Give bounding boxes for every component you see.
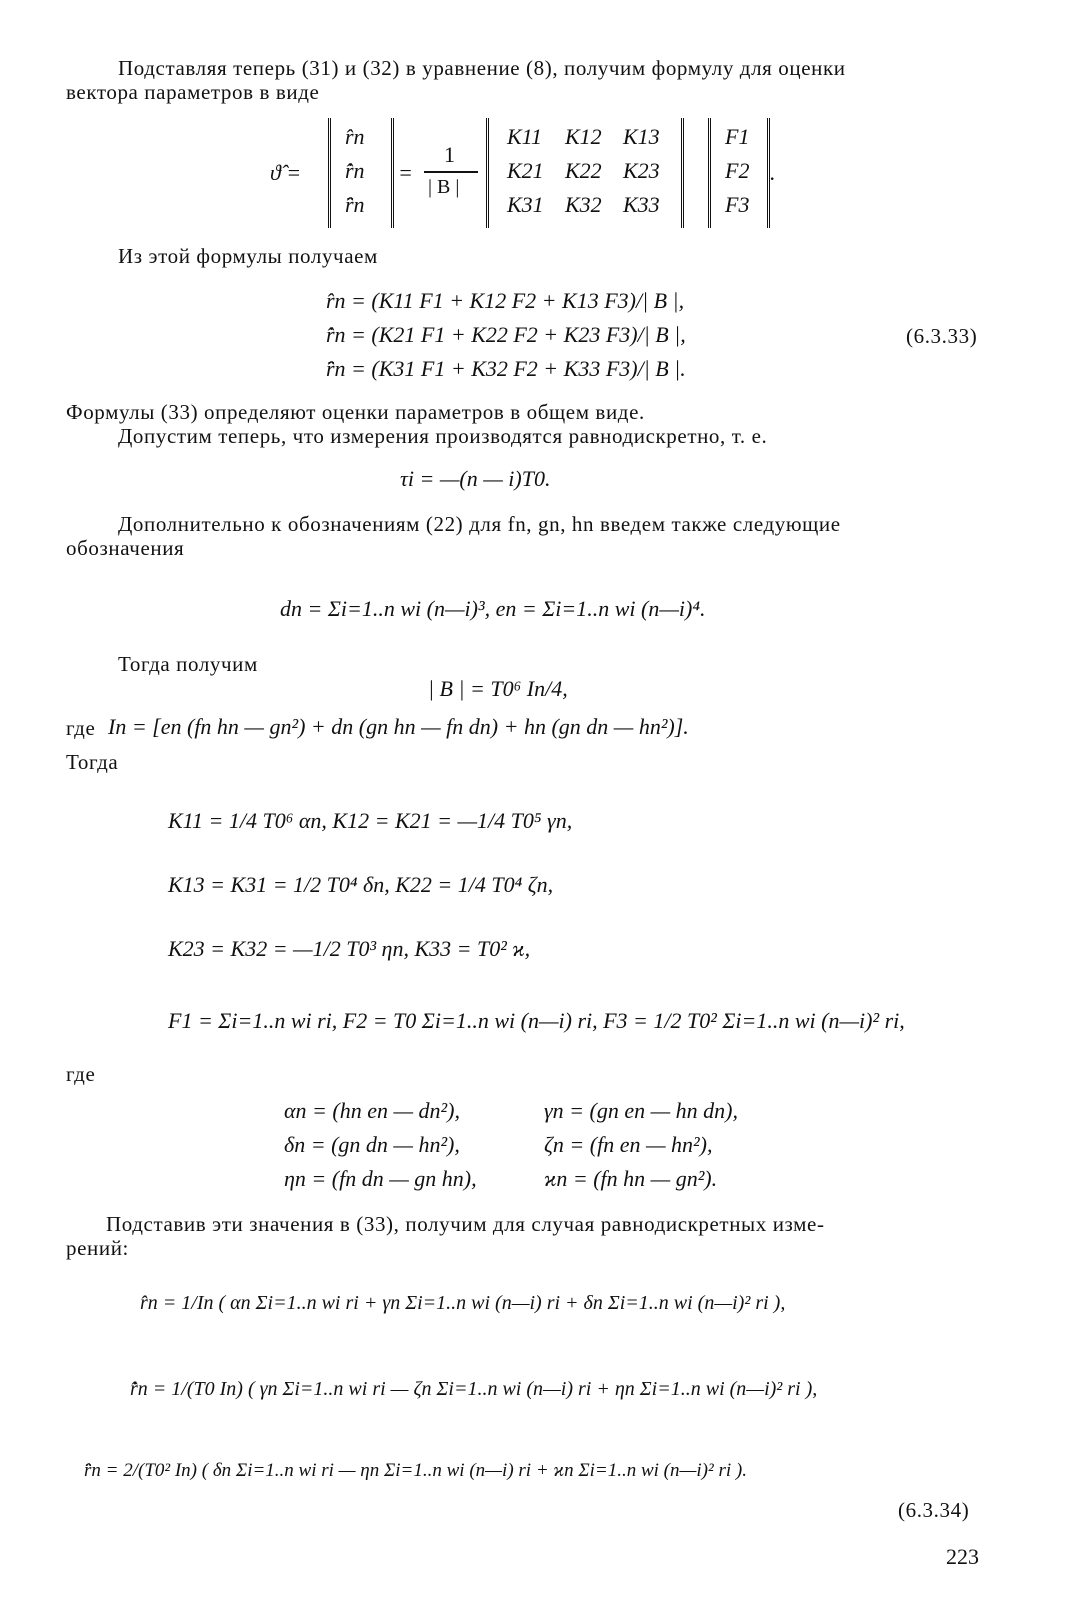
fraction-denominator: | B | bbox=[428, 176, 460, 198]
det-b-equation: | B | = T0⁶ In/4, bbox=[428, 676, 568, 701]
equals-sign: = bbox=[398, 160, 413, 185]
f-cell: F2 bbox=[725, 158, 750, 183]
k-cell: K32 bbox=[565, 192, 602, 217]
k-cell: K31 bbox=[507, 192, 544, 217]
f-cell: F3 bbox=[725, 192, 750, 217]
vec-cell: r̂̇n bbox=[345, 158, 365, 183]
eq34-line: r̂̈n = 2/(T0² In) ( δn Σi=1..n wi ri — ηn Σi=1..n wi (n—i) ri + ϰn Σi=1..n wi (n—i)² ri ). bbox=[84, 1460, 747, 1481]
vec-cell: r̂n bbox=[345, 124, 365, 149]
eq33-line: r̂̇n = (K21 F1 + K22 F2 + K23 F3)/| B |, bbox=[326, 322, 686, 347]
eq33-number: (6.3.33) bbox=[906, 324, 978, 348]
dn-en-equation: dn = Σi=1..n wi (n—i)³, en = Σi=1..n wi (n—i)⁴. bbox=[280, 596, 706, 621]
k-matrix bbox=[486, 118, 684, 228]
where-in-label: где bbox=[66, 716, 96, 740]
eq34-line: r̂̇n = 1/(T0 In) ( γn Σi=1..n wi ri — ζn Σi=1..n wi (n—i) ri + ηn Σi=1..n wi (n—i)² ri ), bbox=[130, 1378, 818, 1400]
additional-line-2: обозначения bbox=[66, 536, 185, 560]
then-text-1: Тогда получим bbox=[118, 652, 258, 676]
fraction-numerator: 1 bbox=[444, 142, 455, 167]
intro-line-2: вектора параметров в виде bbox=[66, 80, 320, 104]
in-definition: In = [en (fn hn — gn²) + dn (gn hn — fn dn) + hn (gn dn — hn²)]. bbox=[108, 714, 689, 739]
k-cell: K33 bbox=[623, 192, 660, 217]
matrix-eq-end: . bbox=[770, 160, 776, 185]
from-formula-text: Из этой формулы получаем bbox=[118, 244, 378, 268]
greek-def: αn = (hn en — dn²), bbox=[284, 1098, 460, 1123]
tau-equation: τi = —(n — i)T0. bbox=[400, 466, 551, 491]
assume-text: Допустим теперь, что измерения производятся равнодискретно, т. е. bbox=[118, 424, 768, 448]
greek-def: ζn = (fn en — hn²), bbox=[544, 1132, 713, 1157]
eq33-line: r̂̈n = (K31 F1 + K32 F2 + K33 F3)/| B |. bbox=[326, 356, 686, 381]
additional-text: введем также следующие bbox=[594, 512, 841, 536]
vec-cell: r̂̈n bbox=[345, 192, 365, 217]
k-cell: K13 bbox=[623, 124, 660, 149]
f-vector bbox=[708, 118, 770, 228]
eq33-line: r̂n = (K11 F1 + K12 F2 + K13 F3)/| B |, bbox=[326, 288, 685, 313]
substituting-line-2: рений: bbox=[66, 1236, 129, 1260]
eq34-line: r̂n = 1/In ( αn Σi=1..n wi ri + γn Σi=1..n wi (n—i) ri + δn Σi=1..n wi (n—i)² ri ), bbox=[140, 1292, 786, 1314]
then-text-2: Тогда bbox=[66, 750, 119, 774]
intro-line-1: Подставляя теперь (31) и (32) в уравнение (8), получим формулу для оценки bbox=[118, 56, 846, 80]
page-number: 223 bbox=[946, 1544, 979, 1569]
k-cell: K23 bbox=[623, 158, 660, 183]
additional-text: n, h bbox=[549, 512, 584, 536]
formulas33-text: Формулы (33) определяют оценки параметров в общем виде. bbox=[66, 400, 645, 424]
eq34-number: (6.3.34) bbox=[898, 1498, 970, 1522]
f-definition-line: F1 = Σi=1..n wi ri, F2 = T0 Σi=1..n wi (n—i) ri, F3 = 1/2 T0² Σi=1..n wi (n—i)² ri, bbox=[168, 1008, 905, 1033]
f-cell: F1 bbox=[725, 124, 750, 149]
k-cell: K21 bbox=[507, 158, 544, 183]
k-cell: K12 bbox=[565, 124, 602, 149]
greek-def: ϰn = (fn hn — gn²). bbox=[544, 1166, 718, 1191]
theta-hat: ϑ̂ = bbox=[270, 160, 302, 185]
k-cell: K11 bbox=[507, 124, 543, 149]
k-cell: K22 bbox=[565, 158, 602, 183]
additional-text: n bbox=[583, 512, 595, 536]
k-definition-line: K23 = K32 = —1/2 T0³ ηn, K33 = T0² ϰ, bbox=[168, 936, 531, 961]
greek-def: γn = (gn en — hn dn), bbox=[544, 1098, 738, 1123]
greek-def: ηn = (fn dn — gn hn), bbox=[284, 1166, 477, 1191]
substituting-line-1: Подставив эти значения в (33), получим для случая равнодискретных изме- bbox=[106, 1212, 825, 1236]
fraction-bar bbox=[424, 171, 478, 173]
additional-text: n, g bbox=[515, 512, 550, 536]
k-definition-line: K13 = K31 = 1/2 T0⁴ δn, K22 = 1/4 T0⁴ ζn, bbox=[168, 872, 554, 897]
estimate-vector bbox=[328, 118, 394, 228]
additional-line-1 bbox=[118, 512, 841, 536]
additional-text: Дополнительно к обозначениям (22) для f bbox=[118, 512, 516, 536]
where-label-2: где bbox=[66, 1062, 96, 1086]
k-definition-line: K11 = 1/4 T0⁶ αn, K12 = K21 = —1/4 T0⁵ γn, bbox=[168, 808, 573, 833]
greek-def: δn = (gn dn — hn²), bbox=[284, 1132, 460, 1157]
